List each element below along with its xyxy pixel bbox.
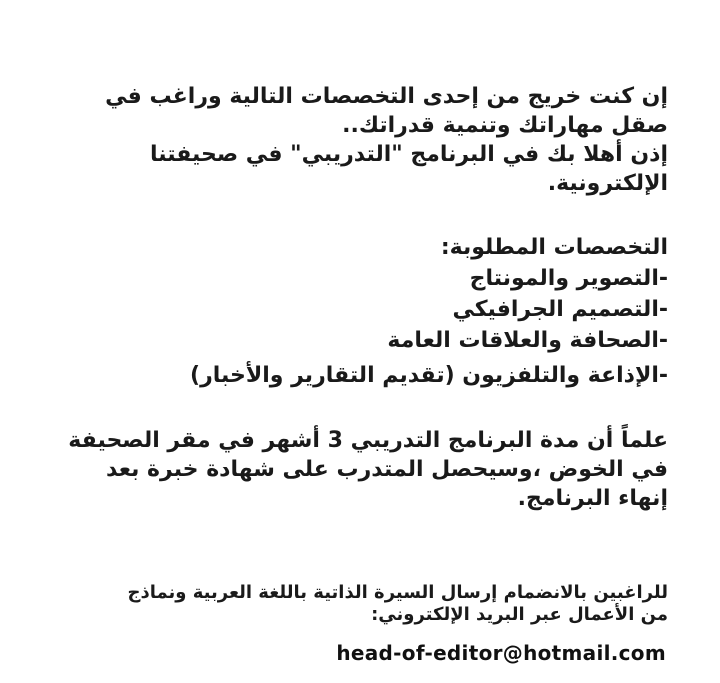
contact-paragraph xyxy=(127,582,668,626)
specialization-item: -التصميم الجرافيكي xyxy=(452,297,668,322)
specialization-item: -الصحافة والعلاقات العامة xyxy=(387,328,668,353)
intro-paragraph xyxy=(105,82,668,198)
intro-line: الإلكترونية. xyxy=(547,171,668,196)
contact-email: head-of-editor@hotmail.com xyxy=(336,641,666,665)
duration-line: علماً أن مدة البرنامج التدريبي 3 أشهر في مقر الصحيفة xyxy=(68,428,668,453)
intro-line: إن كنت خريج من إحدى التخصصات التالية وراغب في xyxy=(105,84,668,109)
contact-line: للراغبين بالانضمام إرسال السيرة الذاتية باللغة العربية ونماذج xyxy=(127,582,668,603)
intro-line: صقل مهاراتك وتنمية قدراتك.. xyxy=(342,113,668,138)
specializations-section xyxy=(190,232,668,391)
duration-line: في الخوض ،وسيحصل المتدرب على شهادة خبرة بعد xyxy=(105,457,668,482)
duration-line: إنهاء البرنامج. xyxy=(517,486,668,511)
specialization-item: -الإذاعة والتلفزيون (تقديم التقارير والأخبار) xyxy=(190,363,668,388)
specialization-item: -التصوير والمونتاج xyxy=(469,266,668,291)
intro-line: إذن أهلا بك في البرنامج "التدريبي" في صحيفتنا xyxy=(150,142,668,167)
contact-line: من الأعمال عبر البريد الإلكتروني: xyxy=(371,604,668,625)
duration-paragraph xyxy=(68,426,668,513)
specializations-heading: التخصصات المطلوبة: xyxy=(440,235,668,260)
